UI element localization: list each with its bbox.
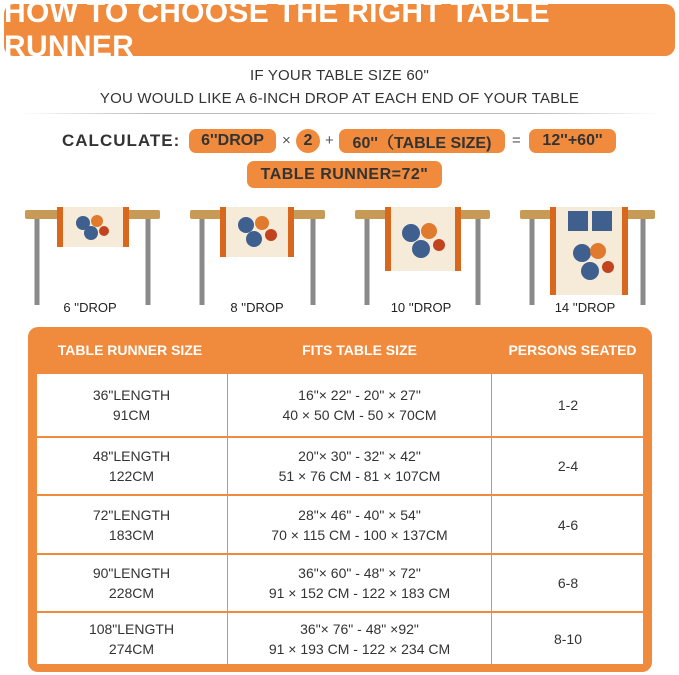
divider: [20, 113, 660, 114]
runner-size-cell: 108"LENGTH 274CM: [88, 620, 175, 657]
fits-size-cell: 36"× 76" - 48" ×92" 91 × 193 CM - 122 × 234 CM: [227, 613, 492, 664]
header-persons-seated: PERSONS SEATED: [508, 341, 637, 358]
fits-size-cell: 20"× 30" - 32" × 42" 51 × 76 CM - 81 × 107CM: [227, 438, 492, 494]
table-row: [37, 555, 643, 611]
drop-label-10: 10 ''DROP: [390, 300, 452, 315]
calculation-row: [0, 129, 679, 153]
persons-cell: 2-4: [557, 458, 579, 474]
intro-line-1: IF YOUR TABLE SIZE 60": [250, 67, 429, 84]
table-illustration-10-drop: [355, 205, 490, 305]
table-row: [37, 438, 643, 494]
table-illustration-6-drop: [25, 205, 160, 305]
times-sign: ×: [282, 132, 291, 149]
sum-pill: 12''+60'': [529, 129, 616, 153]
fits-size-cell: 16"× 22" - 20" × 27" 40 × 50 CM - 50 × 70CM: [227, 374, 492, 436]
table-row: [37, 496, 643, 553]
persons-cell: 8-10: [553, 630, 583, 647]
runner-size-cell: 72"LENGTH 183CM: [92, 506, 171, 543]
multiplier-pill: 2: [296, 129, 320, 153]
table-size-pill: 60''（TABLE SIZE): [339, 129, 505, 153]
runner-size-cell: 48"LENGTH 122CM: [92, 448, 171, 484]
fits-size-cell: 28"× 46" - 40" × 54" 70 × 115 CM - 100 × 137CM: [227, 496, 492, 553]
table-illustration-14-drop: [520, 205, 655, 305]
drop-label-8: 8 ''DROP: [230, 300, 284, 315]
table-row: [37, 613, 643, 664]
size-table: [28, 327, 652, 672]
table-row: [37, 374, 643, 436]
drop-pill: 6''DROP: [189, 129, 276, 153]
drop-label-6: 6 ''DROP: [63, 300, 117, 315]
persons-cell: 1-2: [557, 397, 579, 413]
plus-sign: +: [325, 132, 334, 149]
table-header: [28, 327, 652, 372]
header-fits-table-size: FITS TABLE SIZE: [302, 341, 417, 358]
runner-size-cell: 36"LENGTH 91CM: [92, 387, 171, 423]
table-illustration-8-drop: [190, 205, 325, 305]
runner-size-cell: 90"LENGTH 228CM: [92, 565, 171, 601]
calculate-label: CALCULATE:: [62, 131, 181, 150]
persons-cell: 6-8: [557, 575, 579, 591]
equals-sign: =: [512, 132, 521, 149]
fits-size-cell: 36"× 60" - 48" × 72" 91 × 152 CM - 122 × 183 CM: [227, 555, 492, 611]
page-title: HOW TO CHOOSE THE RIGHT TABLE RUNNER: [4, 4, 675, 56]
persons-cell: 4-6: [557, 516, 579, 533]
intro-line-2: YOU WOULD LIKE A 6-INCH DROP AT EACH END OF YOUR TABLE: [99, 90, 580, 107]
drop-label-14: 14 ''DROP: [554, 300, 616, 315]
result-pill: TABLE RUNNER=72": [247, 161, 442, 188]
header-runner-size: TABLE RUNNER SIZE: [57, 341, 203, 358]
